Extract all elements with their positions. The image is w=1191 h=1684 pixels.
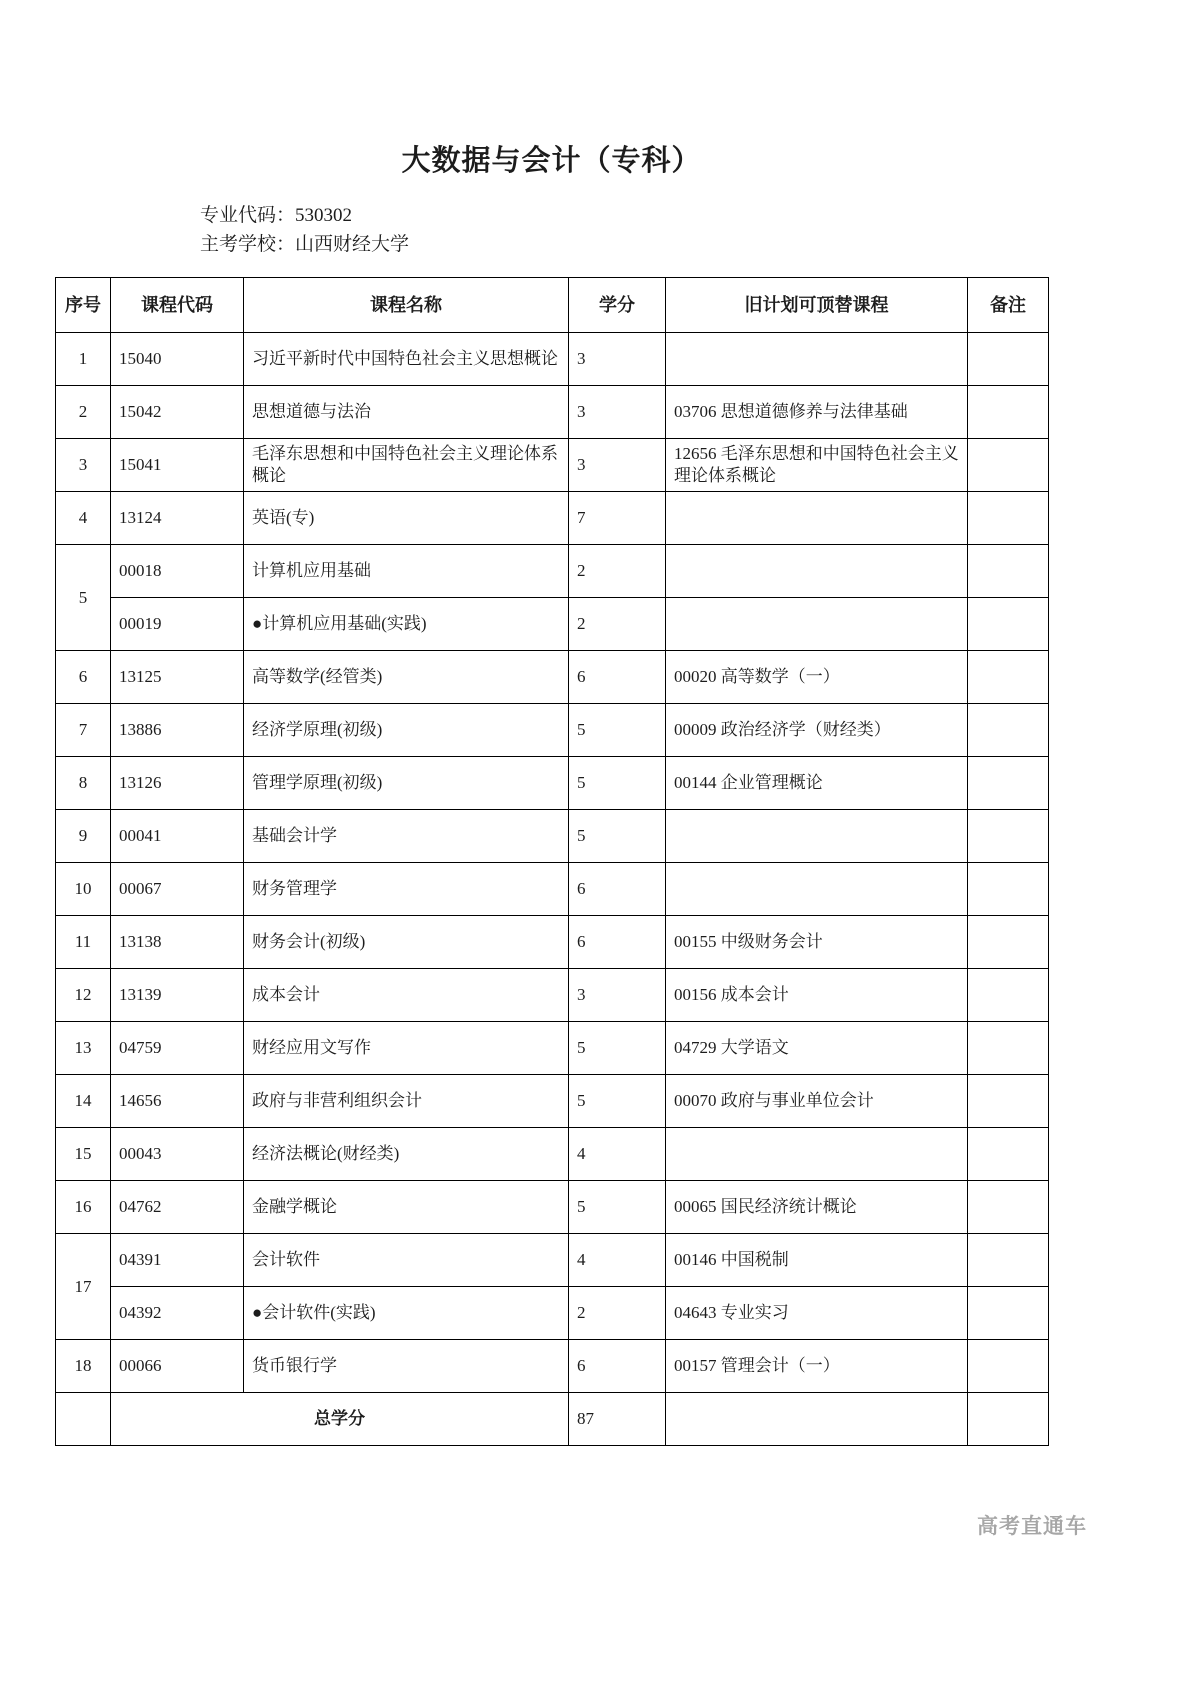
credits-cell: 5 [569,1181,666,1234]
credits-cell: 7 [569,492,666,545]
old-plan-cell: 00146 中国税制 [666,1234,968,1287]
seq-cell: 17 [56,1234,111,1340]
course-code-cell: 15042 [111,386,244,439]
table-row [56,1128,1049,1181]
old-plan-cell: 00144 企业管理概论 [666,757,968,810]
table-row [56,969,1049,1022]
course-name-cell: ●会计软件(实践) [244,1287,569,1340]
credits-cell: 4 [569,1234,666,1287]
credits-cell: 4 [569,1128,666,1181]
course-code-cell: 00067 [111,863,244,916]
credits-cell: 5 [569,704,666,757]
old-plan-cell: 12656 毛泽东思想和中国特色社会主义理论体系概论 [666,439,968,492]
seq-cell: 1 [56,333,111,386]
old-plan-cell [666,598,968,651]
credits-cell: 6 [569,863,666,916]
course-name-cell: 经济学原理(初级) [244,704,569,757]
course-name-cell: 货币银行学 [244,1340,569,1393]
table-row [56,545,1049,598]
course-name-cell: 毛泽东思想和中国特色社会主义理论体系概论 [244,439,569,492]
table-row [56,1181,1049,1234]
course-name-cell: ●计算机应用基础(实践) [244,598,569,651]
table-row [56,492,1049,545]
credits-cell: 6 [569,651,666,704]
seq-cell: 11 [56,916,111,969]
course-name-cell: 金融学概论 [244,1181,569,1234]
course-code-cell: 13125 [111,651,244,704]
credits-cell: 3 [569,439,666,492]
remarks-cell [968,1181,1049,1234]
old-plan-cell: 00155 中级财务会计 [666,916,968,969]
course-table [55,277,1049,1446]
seq-cell: 16 [56,1181,111,1234]
remarks-cell [968,333,1049,386]
credits-cell: 2 [569,1287,666,1340]
table-row [56,916,1049,969]
course-code-cell: 13139 [111,969,244,1022]
remarks-cell [968,386,1049,439]
old-plan-cell: 00009 政治经济学（财经类） [666,704,968,757]
remarks-cell [968,863,1049,916]
total-label-cell: 总学分 [111,1393,569,1446]
meta-block [200,201,1191,259]
seq-cell: 12 [56,969,111,1022]
remarks-cell [968,757,1049,810]
course-name-cell: 财务会计(初级) [244,916,569,969]
course-code-cell: 04392 [111,1287,244,1340]
seq-cell: 2 [56,386,111,439]
course-name-cell: 成本会计 [244,969,569,1022]
seq-cell: 5 [56,545,111,651]
old-plan-cell: 00020 高等数学（一） [666,651,968,704]
seq-cell: 18 [56,1340,111,1393]
old-plan-cell: 00070 政府与事业单位会计 [666,1075,968,1128]
course-name-cell: 管理学原理(初级) [244,757,569,810]
course-code-cell: 13886 [111,704,244,757]
header-code: 课程代码 [111,278,244,333]
course-code-cell: 04759 [111,1022,244,1075]
school-line: 主考学校：山西财经大学 [200,234,410,255]
watermark-logo: 高考直通车 [977,1515,1087,1538]
remarks-cell [968,651,1049,704]
table-row [56,810,1049,863]
course-code-cell: 00041 [111,810,244,863]
credits-cell: 5 [569,1075,666,1128]
table-row [56,863,1049,916]
seq-cell [56,1393,111,1446]
course-code-cell: 15041 [111,439,244,492]
credits-cell: 5 [569,757,666,810]
table-row [56,704,1049,757]
seq-cell: 8 [56,757,111,810]
seq-cell: 15 [56,1128,111,1181]
seq-cell: 7 [56,704,111,757]
course-code-cell: 00043 [111,1128,244,1181]
remarks-cell [968,916,1049,969]
header-old-plan: 旧计划可顶替课程 [666,278,968,333]
seq-cell: 14 [56,1075,111,1128]
credits-cell: 3 [569,969,666,1022]
course-name-cell: 会计软件 [244,1234,569,1287]
old-plan-cell [666,492,968,545]
remarks-cell [968,1340,1049,1393]
table-row [56,1022,1049,1075]
header-remarks: 备注 [968,278,1049,333]
old-plan-cell: 00156 成本会计 [666,969,968,1022]
table-row [56,651,1049,704]
old-plan-cell [666,333,968,386]
remarks-cell [968,704,1049,757]
seq-cell: 6 [56,651,111,704]
table-row [56,1075,1049,1128]
course-name-cell: 计算机应用基础 [244,545,569,598]
credits-cell: 6 [569,1340,666,1393]
course-code-cell: 13138 [111,916,244,969]
old-plan-cell: 04729 大学语文 [666,1022,968,1075]
remarks-cell [968,810,1049,863]
table-row [56,333,1049,386]
credits-cell: 2 [569,598,666,651]
table-row [56,1234,1049,1287]
table-row [56,386,1049,439]
course-name-cell: 思想道德与法治 [244,386,569,439]
course-code-cell: 14656 [111,1075,244,1128]
credits-cell: 6 [569,916,666,969]
remarks-cell [968,1022,1049,1075]
old-plan-cell [666,810,968,863]
course-name-cell: 习近平新时代中国特色社会主义思想概论 [244,333,569,386]
remarks-cell [968,1128,1049,1181]
course-code-cell: 04391 [111,1234,244,1287]
remarks-cell [968,492,1049,545]
credits-cell: 3 [569,333,666,386]
table-row [56,1340,1049,1393]
page-title: 大数据与会计（专科） [401,145,702,177]
table-row [56,598,1049,651]
table-row [56,757,1049,810]
remarks-cell [968,598,1049,651]
old-plan-cell: 03706 思想道德修养与法律基础 [666,386,968,439]
course-code-cell: 00066 [111,1340,244,1393]
remarks-cell [968,439,1049,492]
total-row [56,1393,1049,1446]
remarks-cell [968,969,1049,1022]
old-plan-cell: 04643 专业实习 [666,1287,968,1340]
credits-cell: 87 [569,1393,666,1446]
course-name-cell: 高等数学(经管类) [244,651,569,704]
header-seq: 序号 [56,278,111,333]
course-name-cell: 经济法概论(财经类) [244,1128,569,1181]
credits-cell: 3 [569,386,666,439]
remarks-cell [968,545,1049,598]
course-name-cell: 财经应用文写作 [244,1022,569,1075]
seq-cell: 4 [56,492,111,545]
remarks-cell [968,1075,1049,1128]
old-plan-cell [666,545,968,598]
major-code-line: 专业代码：530302 [200,205,353,226]
remarks-cell [968,1287,1049,1340]
old-plan-cell [666,1393,968,1446]
course-code-cell: 13126 [111,757,244,810]
remarks-cell [968,1234,1049,1287]
course-code-cell: 13124 [111,492,244,545]
header-row [56,278,1049,333]
course-name-cell: 政府与非营利组织会计 [244,1075,569,1128]
seq-cell: 9 [56,810,111,863]
old-plan-cell [666,863,968,916]
course-name-cell: 基础会计学 [244,810,569,863]
credits-cell: 5 [569,810,666,863]
course-code-cell: 00018 [111,545,244,598]
old-plan-cell: 00065 国民经济统计概论 [666,1181,968,1234]
credits-cell: 2 [569,545,666,598]
seq-cell: 3 [56,439,111,492]
remarks-cell [968,1393,1049,1446]
course-code-cell: 15040 [111,333,244,386]
course-name-cell: 财务管理学 [244,863,569,916]
course-code-cell: 00019 [111,598,244,651]
seq-cell: 13 [56,1022,111,1075]
header-name: 课程名称 [244,278,569,333]
seq-cell: 10 [56,863,111,916]
table-row [56,439,1049,492]
course-code-cell: 04762 [111,1181,244,1234]
old-plan-cell: 00157 管理会计（一） [666,1340,968,1393]
header-credits: 学分 [569,278,666,333]
credits-cell: 5 [569,1022,666,1075]
table-row [56,1287,1049,1340]
old-plan-cell [666,1128,968,1181]
course-name-cell: 英语(专) [244,492,569,545]
